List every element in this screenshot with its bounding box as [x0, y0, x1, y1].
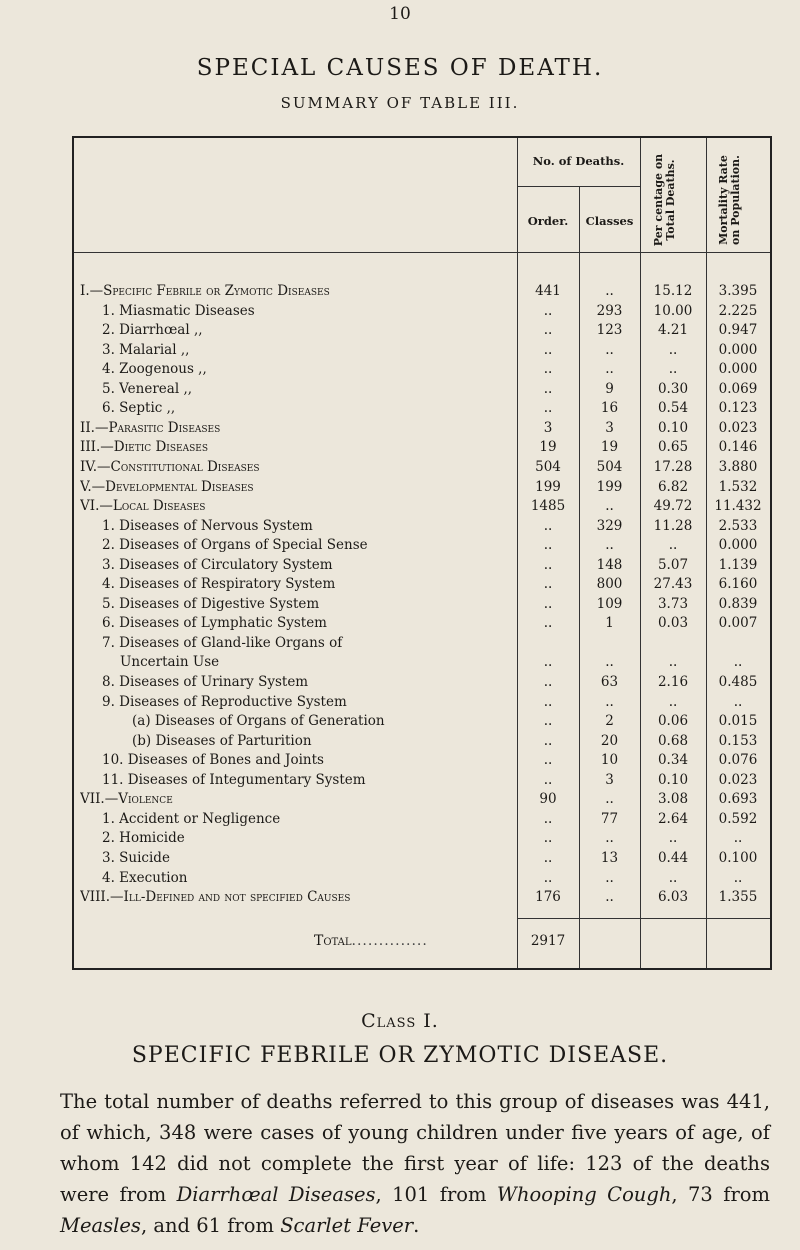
cell-order: .. [543, 537, 553, 554]
cell-classes: .. [605, 361, 614, 378]
cell-order: 199 [535, 478, 561, 495]
cell-order: .. [543, 615, 553, 632]
row-label: 1. Miasmatic Diseases [102, 302, 255, 319]
table-row [74, 399, 774, 417]
total-value: 2917 [530, 933, 566, 949]
cell-classes: 77 [600, 810, 619, 827]
table-row [74, 614, 774, 632]
body-paragraph: The total number of deaths referred to this group of diseases was 441, of which, 348 were cases of young children under five years of age, of whom 142 did not complete the first year of life: 123 of the deaths were from Diarrhœal Diseases, 101 from Whooping Cough, 73 from Measles, and 61 from Scarlet Fever. [60, 1090, 770, 1237]
row-label: II.—Parasitic Diseases [80, 419, 221, 436]
row-label: VIII.—Ill-Defined and not specified Causes [80, 889, 351, 906]
table-row [74, 888, 774, 906]
cell-classes: 504 [596, 458, 623, 475]
cell-pct: .. [668, 361, 678, 378]
cell-classes: .. [605, 693, 614, 710]
cell-pct: 2.64 [657, 810, 689, 827]
table-row [74, 478, 774, 496]
cell-classes: .. [605, 283, 614, 299]
row-label: 4. Zoogenous ,, [102, 361, 207, 378]
cell-rate: 0.023 [718, 419, 758, 436]
cell-pct: 0.30 [657, 380, 689, 397]
row-label: 5. Diseases of Digestive System [102, 595, 320, 612]
table-row [74, 556, 774, 574]
table-row [74, 419, 774, 437]
table-row [74, 517, 774, 535]
cell-classes: .. [605, 791, 614, 808]
cell-rate: 1.355 [718, 889, 758, 906]
cell-pct: 27.43 [653, 576, 693, 593]
cell-classes: .. [605, 869, 614, 886]
cell-classes: .. [605, 341, 614, 358]
cell-rate: .. [733, 693, 743, 710]
cell-classes: 329 [596, 517, 623, 534]
cell-classes: 800 [596, 576, 623, 593]
cell-order: .. [543, 595, 553, 612]
table-row [74, 458, 774, 476]
cell-order: .. [543, 576, 553, 593]
cell-pct: 11.28 [653, 517, 693, 534]
cell-pct: .. [668, 693, 678, 710]
row-label: 2. Homicide [102, 830, 185, 847]
page-title: SPECIAL CAUSES OF DEATH. [196, 55, 604, 81]
row-label: 3. Malarial ,, [102, 341, 190, 358]
cell-classes: 109 [596, 595, 623, 612]
cell-classes: 16 [600, 400, 619, 417]
table-row [74, 790, 774, 808]
table-row [74, 751, 774, 769]
cell-pct: 17.28 [653, 458, 693, 475]
cell-classes: .. [605, 830, 614, 847]
cell-order: .. [543, 810, 553, 827]
cell-rate: 3.880 [718, 458, 758, 475]
cell-order: .. [543, 654, 553, 671]
cell-rate: .. [733, 654, 743, 671]
cell-pct: 6.03 [657, 889, 689, 906]
table-row [74, 653, 774, 671]
cell-rate: 1.532 [718, 478, 758, 495]
cell-rate: .. [733, 869, 743, 886]
cell-pct: 0.10 [657, 771, 689, 788]
cell-pct: .. [668, 830, 678, 847]
cell-pct: 3.73 [657, 595, 689, 612]
cell-pct: 5.07 [657, 556, 689, 573]
cell-pct: 0.10 [657, 419, 689, 436]
cell-classes: 1 [605, 615, 614, 632]
table-row [74, 575, 774, 593]
cell-pct: .. [668, 654, 678, 671]
table-row [74, 829, 774, 847]
cell-rate: 0.146 [718, 439, 758, 456]
cell-pct: 0.44 [657, 849, 689, 866]
cell-rate: 0.000 [718, 361, 758, 378]
table-row [74, 380, 774, 398]
cell-classes: .. [605, 498, 614, 515]
cell-rate: 0.100 [718, 849, 758, 866]
cell-rate: 0.153 [718, 732, 758, 749]
cell-order: 3 [543, 419, 553, 436]
cell-pct: 15.12 [653, 283, 693, 299]
cell-rate: 0.693 [718, 791, 758, 808]
header-percentage: Per centage on Total Deaths. [652, 153, 677, 247]
cell-classes: 2 [605, 713, 614, 730]
cell-classes: 148 [596, 556, 623, 573]
cell-classes: .. [605, 537, 614, 554]
cell-order: .. [543, 830, 553, 847]
cell-order: .. [543, 361, 553, 378]
table-row [74, 341, 774, 359]
cell-classes: 3 [605, 771, 614, 788]
cell-rate: 0.076 [718, 752, 758, 769]
cell-classes: 3 [605, 419, 614, 436]
table-row [74, 771, 774, 789]
cell-order: .. [543, 674, 553, 690]
cell-classes: .. [605, 654, 614, 671]
cell-order: .. [543, 849, 553, 866]
cell-classes: 63 [600, 674, 619, 690]
cell-rate: 0.023 [718, 771, 758, 788]
row-label: 6. Septic ,, [102, 400, 176, 417]
cell-order: .. [543, 771, 553, 788]
cell-order: 441 [535, 283, 561, 299]
cell-pct: .. [668, 537, 678, 554]
cell-order: .. [543, 380, 553, 397]
summary-table [72, 136, 772, 970]
cell-pct: 0.54 [657, 400, 689, 417]
cell-order: .. [543, 732, 553, 749]
cell-classes: 13 [600, 849, 619, 866]
cell-order: .. [543, 693, 553, 710]
cell-classes: 20 [600, 732, 619, 749]
table-row [74, 302, 774, 320]
cell-classes: 10 [600, 752, 619, 769]
row-label: 9. Diseases of Reproductive System [102, 693, 347, 710]
cell-pct: 49.72 [653, 498, 693, 515]
header-order: Order. [527, 214, 569, 228]
cell-pct: 0.65 [657, 439, 689, 456]
row-label: IV.—Constitutional Diseases [80, 458, 260, 475]
total-label: Total.............. [314, 933, 428, 949]
cell-pct: .. [668, 341, 678, 358]
cell-rate: 0.839 [718, 595, 758, 612]
table-row [74, 712, 774, 730]
row-label: 11. Diseases of Integumentary System [102, 771, 366, 788]
cell-rate: 0.947 [718, 322, 758, 339]
row-label: 4. Diseases of Respiratory System [102, 576, 336, 593]
page-subtitle: SUMMARY OF TABLE III. [280, 94, 520, 112]
cell-rate: 2.225 [718, 302, 758, 319]
row-label: 3. Diseases of Circulatory System [102, 556, 333, 573]
table-row [74, 595, 774, 613]
cell-order: .. [543, 322, 553, 339]
cell-order: .. [543, 341, 553, 358]
cell-rate: 0.000 [718, 537, 758, 554]
table-row [74, 497, 774, 515]
cell-classes: 19 [600, 439, 619, 456]
header-classes: Classes [585, 214, 634, 228]
cell-order: 1485 [530, 498, 566, 515]
total-row [74, 932, 774, 950]
cell-rate: 1.139 [718, 556, 758, 573]
cell-order: 19 [539, 439, 557, 456]
row-label: 6. Diseases of Lymphatic System [102, 615, 327, 632]
cell-pct: 4.21 [657, 322, 689, 339]
cell-rate: 0.592 [718, 810, 758, 827]
table-row [74, 438, 774, 456]
row-label: Uncertain Use [120, 654, 220, 671]
row-label: III.—Dietic Diseases [80, 439, 208, 456]
cell-order: 176 [535, 889, 561, 906]
table-row [74, 732, 774, 750]
cell-order: .. [543, 517, 553, 534]
table-row [74, 693, 774, 711]
cell-rate: 0.123 [718, 400, 758, 417]
total-divider [517, 918, 770, 919]
cell-order: .. [543, 713, 553, 730]
row-label: 8. Diseases of Urinary System [102, 674, 309, 690]
header-divider [517, 186, 640, 187]
table-row [74, 869, 774, 887]
cell-rate: 0.015 [718, 713, 758, 730]
cell-rate: 0.069 [718, 380, 758, 397]
row-label: (a) Diseases of Organs of Generation [132, 713, 385, 730]
cell-classes: 293 [596, 302, 623, 319]
cell-rate: 6.160 [718, 576, 758, 593]
cell-rate: 2.533 [718, 517, 758, 534]
class-title: SPECIFIC FEBRILE OR ZYMOTIC DISEASE. [131, 1043, 669, 1068]
cell-rate: 0.007 [718, 615, 758, 632]
table-row [74, 360, 774, 378]
cell-order: 90 [539, 791, 557, 808]
cell-rate: 0.485 [718, 674, 758, 690]
cell-pct: 6.82 [657, 478, 689, 495]
cell-order: .. [543, 400, 553, 417]
header-divider [74, 252, 770, 253]
cell-classes: 9 [605, 380, 614, 397]
row-label: V.—Developmental Diseases [80, 478, 254, 495]
table-row [74, 536, 774, 554]
table-row [74, 810, 774, 828]
row-label: I.—Specific Febrile or Zymotic Diseases [80, 283, 330, 299]
cell-order: .. [543, 752, 553, 769]
header-mortality: Mortality Rate on Population. [717, 155, 742, 245]
row-label: (b) Diseases of Parturition [132, 732, 312, 749]
cell-pct: 2.16 [657, 674, 689, 690]
header-no-of-deaths: No. of Deaths. [532, 154, 625, 168]
cell-pct: 0.68 [657, 732, 689, 749]
row-label: 1. Accident or Negligence [102, 810, 281, 827]
cell-classes: 123 [596, 322, 623, 339]
class-heading: Class I. [361, 1010, 439, 1032]
row-label: 2. Diseases of Organs of Special Sense [102, 537, 368, 554]
table-row [74, 849, 774, 867]
table-row [74, 321, 774, 339]
row-label: 1. Diseases of Nervous System [102, 517, 313, 534]
cell-order: .. [543, 869, 553, 886]
cell-order: .. [543, 302, 553, 319]
cell-rate: .. [733, 830, 743, 847]
cell-order: 504 [535, 458, 561, 475]
row-label: 4. Execution [102, 869, 188, 886]
row-label: 5. Venereal ,, [102, 380, 193, 397]
row-label: 3. Suicide [102, 849, 170, 866]
cell-pct: 0.03 [657, 615, 689, 632]
cell-pct: 0.34 [657, 752, 689, 769]
row-label: 10. Diseases of Bones and Joints [102, 752, 324, 769]
cell-classes: .. [605, 889, 614, 906]
table-row [74, 673, 774, 691]
cell-order: .. [543, 556, 553, 573]
cell-pct: 3.08 [657, 791, 689, 808]
table-row [74, 282, 774, 300]
table-row [74, 634, 774, 652]
row-label: 2. Diarrhœal ,, [102, 322, 203, 339]
cell-rate: 3.395 [718, 283, 758, 299]
cell-rate: 0.000 [718, 341, 758, 358]
cell-rate: 11.432 [714, 498, 762, 515]
cell-pct: 0.06 [657, 713, 689, 730]
row-label: VII.—Violence [80, 791, 173, 808]
cell-pct: 10.00 [653, 302, 693, 319]
row-label: 7. Diseases of Gland-like Organs of [102, 634, 343, 651]
row-label: VI.—Local Diseases [80, 498, 206, 515]
page-number: 10 [389, 4, 411, 24]
cell-pct: .. [668, 869, 678, 886]
cell-classes: 199 [596, 478, 623, 495]
